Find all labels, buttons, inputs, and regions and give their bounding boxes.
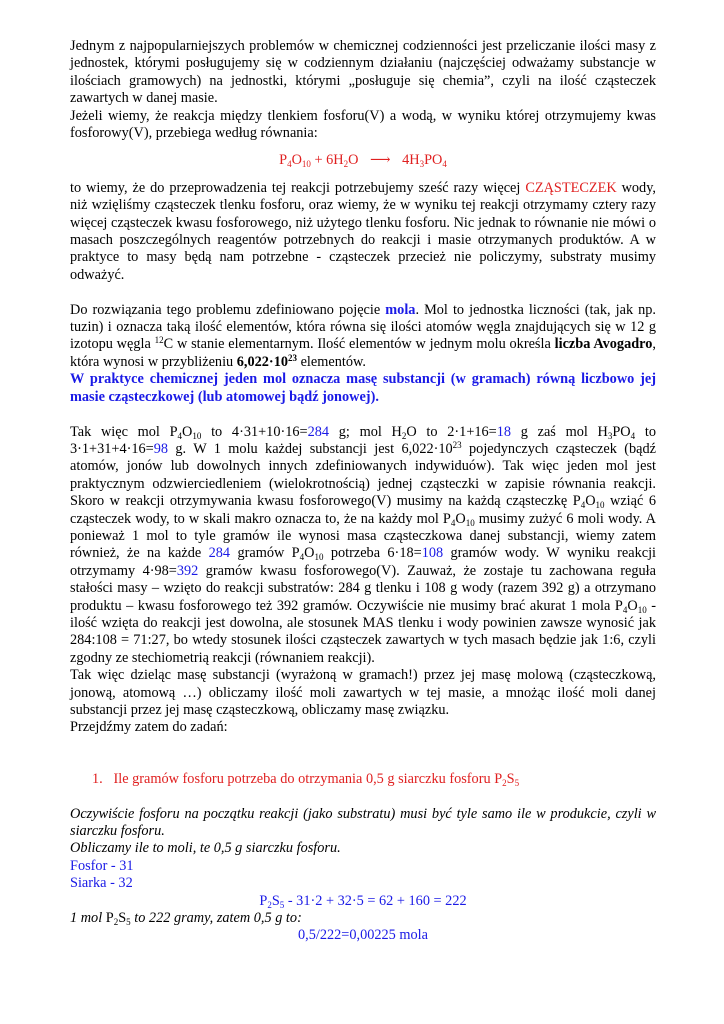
- reaction-equation: $P_4O_{10} + 6H_2O$ ⟶ $4H_3PO_4$: [279, 152, 447, 170]
- sulfur-mass: Siarka - 32: [70, 875, 133, 892]
- molar-mass-calc: $P_2S_5 - 31\cdot 2 + 32\cdot 5 = 62 + 160 = 222$: [259, 892, 467, 910]
- phosphorus-mass: Fosfor - 31: [70, 857, 134, 874]
- solution-note-1: Oczywiście fosforu na początku reakcji (jako substratu) musi być tyle samo ile w produkcie, czyli w siarczku fosforu.: [70, 805, 656, 840]
- solution-note-2: Obliczamy ile to moli, te 0,5 g siarczku fosforu.: [70, 840, 341, 857]
- document-page: [70, 38, 656, 945]
- arrow-icon: ⟶: [370, 152, 391, 169]
- reaction-intro-paragraph: Jeżeli wiemy, że reakcja między tlenkiem fosforu(V) a wodą, w wyniku której otrzymujemy kwas fosforowy(V), przebiega według równania:: [70, 107, 656, 142]
- molar-mass-paragraph: Tak więc mol $P_4O_{10}$ to 4·31+10·16=284 g; mol $H_2O$ to 2·1+16=18 g zaś mol $H_3PO_4$ to 3·1+31+4·16=98 g. W 1 molu każdej substancji jest $6,022\cdot 10^{23}$ pojedynczych cząsteczek (bądź atomów, jonów lub dowolnych innych zdefiniowanych indywiduów). Tak więc jeden mol jest praktycznym odzwierciedleniem (wielokrotnością) jednej cząsteczki w zapisie równania reakcji. Skoro w reakcji otrzymywania kwasu fosforowego(V) musimy na każdą cząsteczkę $P_4O_{10}$ wziąć 6 cząsteczek wody, to w skali makro oznacza to, że na każdy mol $P_4O_{10}$ musimy zużyć 6 moli wody. A ponieważ 1 mol to tyle gramów ile wynosi masa cząsteczkowa danej substancji, wiemy zatem również, że na każde 284 gramów $P_4O_{10}$ potrzeba 6·18=108 gramów wody. W wyniku reakcji otrzymamy 4·98=392 gramów kwasu fosforowego(V). Zauważ, że zostaje tu zachowana reguła stałości masy – wzięto do reakcji substratów: 284 g tlenku i 108 g wody (razem 392 g) a otrzymano produktu – kwasu fosforowego też 392 gramów. Oczywiście nie musimy brać akurat 1 mola $P_4O_{10}$ - ilość wzięta do reakcji jest dowolna, ale stosunek MAS tlenku i wody powinien zawsze wynosić jak 284:108 = 71:27, bo wtedy stosunek ilości cząsteczek zawartych w tych masach będzie jak 1:6, czyli zgodny ze stechiometrią reakcji (równaniem reakcji).: [70, 423, 657, 666]
- avogadro-term: liczba Avogadro: [554, 336, 653, 353]
- transition-line: Przejdźmy zatem do zadań:: [70, 719, 228, 736]
- avogadro-number: $6,022\cdot 10^{23}$: [236, 352, 297, 370]
- mole-definition-paragraph: Do rozwiązania tego problemu zdefiniowano pojęcie mola. Mol to jednostka liczności (tak, jak np. tuzin) i oznacza taką ilość elementów, która równa się ilości atomów węgla znajdujących się w 12 g izotopu węgla $^{12}$C w stanie elementarnym. Ilość elementów w jednym molu określa liczba Avogadro, która wynosi w przybliżeniu $6,022\cdot 10^{23}$ elementów.: [70, 301, 657, 370]
- task-1-heading: 1. Ile gramów fosforu potrzeba do otrzymania 0,5 g siarczku fosforu $P_2S_5$: [92, 770, 520, 788]
- key-statement: W praktyce chemicznej jeden mol oznacza masę substancji (w gramach) równą liczbowo jej masie cząsteczkowej (lub atomowej bądź jonowej).: [70, 371, 656, 405]
- stoichiometry-paragraph: to wiemy, że do przeprowadzenia tej reakcji potrzebujemy sześć razy więcej CZĄSTECZEK wody, niż wzięliśmy cząsteczek tlenku fosforu, oraz wiemy, że w wyniku tej reakcji otrzymamy cztery razy więcej cząsteczek kwasu fosforowego, niż użytego tlenku fosforu. Nic jednak to równanie nie mówi o masach poszczególnych reagentów potrzebnych do reakcji i masie otrzymanych produktów. A w praktyce to masy będą nam potrzebne - cząsteczek przecież nie policzymy, substraty musimy odważyć.: [70, 179, 656, 283]
- solution-note-3: 1 mol $P_2S_5$ to 222 gramy, zatem 0,5 g to:: [70, 910, 302, 928]
- intro-paragraph: Jednym z najpopularniejszych problemów w chemicznej codzienności jest przeliczanie ilości masy z jednostek, którymi posługujemy się w codziennym działaniu (najczęściej odważamy substancje w ilościach gramowych) na jednostki, którymi „posługuje się chemia”, czyli na ilość cząsteczek zawartych w danej masie.: [70, 38, 656, 107]
- mola-term: mola: [385, 301, 416, 318]
- moles-calc: 0,5/222=0,00225 mola: [298, 927, 428, 944]
- czasteczek-highlight: CZĄSTECZEK: [525, 179, 617, 196]
- conclusion-paragraph: Tak więc dzieląc masę substancji (wyrażoną w gramach!) przez jej masę molową (cząsteczkową, jonową, atomową …) obliczamy ilość moli zawartych w tej masie, a mnożąc ilość moli danej substancji przez jej masę cząsteczkową, obliczamy masę związku.: [70, 667, 656, 718]
